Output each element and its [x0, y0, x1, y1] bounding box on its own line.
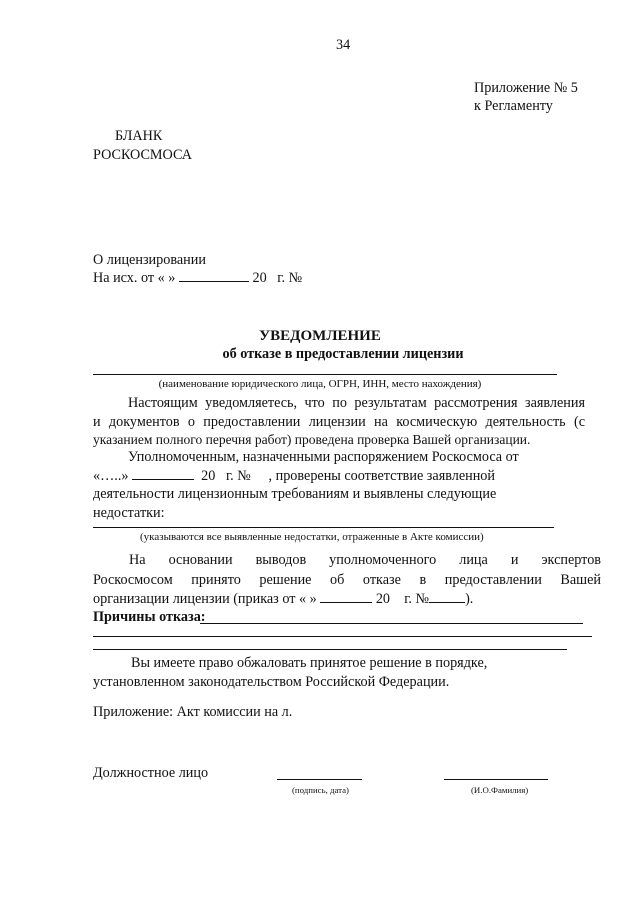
appeal-paragraph: [93, 654, 487, 692]
decision-paragraph: [93, 551, 601, 610]
inspection-date-blank: [132, 468, 194, 480]
inspection-line-2-rest: , проверены соответствие заявленной: [268, 467, 495, 484]
entity-name-line: [93, 374, 557, 375]
appeal-line-2: установленном законодательством Российской Федерации.: [93, 674, 450, 690]
inspection-year: 20: [201, 467, 216, 484]
refusal-reasons-label: Причины отказа:: [93, 609, 206, 625]
decision-order-end: ).: [465, 591, 474, 607]
reference-date-blank: [179, 270, 249, 282]
full-name-line: [444, 779, 548, 780]
notice-paragraph: [93, 394, 585, 450]
full-name-caption: (И.О.Фамилия): [471, 785, 529, 795]
subject-block: [93, 251, 302, 287]
document-title: УВЕДОМЛЕНИЕ: [259, 328, 381, 344]
outgoing-reference: [93, 269, 302, 287]
decision-order-date-blank: [320, 591, 372, 603]
decision-order-prefix: организации лицензии (приказ от « »: [93, 591, 317, 607]
letterhead: [93, 127, 192, 165]
inspection-line-2: [93, 467, 559, 486]
notice-line-1: Настоящим уведомляетесь, что по результатам рассмотрения заявления: [128, 395, 585, 411]
document-subtitle: об отказе в предоставлении лицензии: [222, 346, 464, 362]
decision-order-year: 20: [375, 591, 391, 607]
entity-caption: (наименование юридического лица, ОГРН, ИНН, место нахождения): [158, 378, 482, 390]
refusal-reason-line-2: [93, 636, 592, 637]
decision-line-2: Роскосмосом принято решение об отказе в предоставлении Вашей: [93, 571, 601, 588]
official-label: Должностное лицо: [93, 765, 209, 781]
signature-line: [277, 779, 362, 780]
inspection-date-open: «…..»: [93, 467, 129, 484]
decision-line-3: [93, 590, 601, 610]
notice-line-3: указанием полного перечня работ) проведена проверка Вашей организации.: [93, 432, 531, 447]
inspection-number-label: г. №: [225, 467, 251, 484]
deficiencies-line: [93, 527, 554, 528]
decision-order-number-blank: [429, 591, 465, 603]
inspection-paragraph: [93, 448, 559, 522]
decision-line-1: На основании выводов уполномоченного лица и экспертов: [129, 552, 601, 568]
refusal-reason-line-3: [93, 649, 567, 650]
reference-number-label: г. №: [277, 270, 303, 286]
attachment-note: Приложение: Акт комиссии на л.: [93, 704, 293, 720]
letterhead-line-1: БЛАНК: [115, 128, 163, 144]
page-number: 34: [336, 37, 351, 53]
reference-year: 20: [252, 270, 267, 286]
decision-order-number-label: г. №: [404, 591, 430, 607]
notice-line-2: и документов о предоставлении лицензии на космическую деятельность (с: [93, 413, 585, 430]
subject-line: О лицензировании: [93, 252, 206, 268]
inspection-line-4: недостатки:: [93, 504, 165, 521]
appendix-line-1: Приложение № 5: [474, 80, 578, 96]
refusal-reason-line-1: [200, 623, 583, 624]
reference-prefix: На исх. от « »: [93, 270, 176, 286]
inspection-line-1: Уполномоченным, назначенными распоряжением Роскосмоса от: [128, 449, 519, 465]
deficiencies-caption: (указываются все выявленные недостатки, отраженные в Акте комиссии): [140, 531, 484, 543]
appendix-reference: [474, 79, 578, 115]
signature-caption: (подпись, дата): [292, 785, 349, 795]
appeal-line-1: Вы имеете право обжаловать принятое решение в порядке,: [131, 655, 488, 671]
letterhead-line-2: РОСКОСМОСА: [93, 147, 192, 163]
appendix-line-2: к Регламенту: [474, 98, 553, 114]
inspection-line-3: деятельности лицензионным требованиям и выявлены следующие: [93, 486, 497, 502]
